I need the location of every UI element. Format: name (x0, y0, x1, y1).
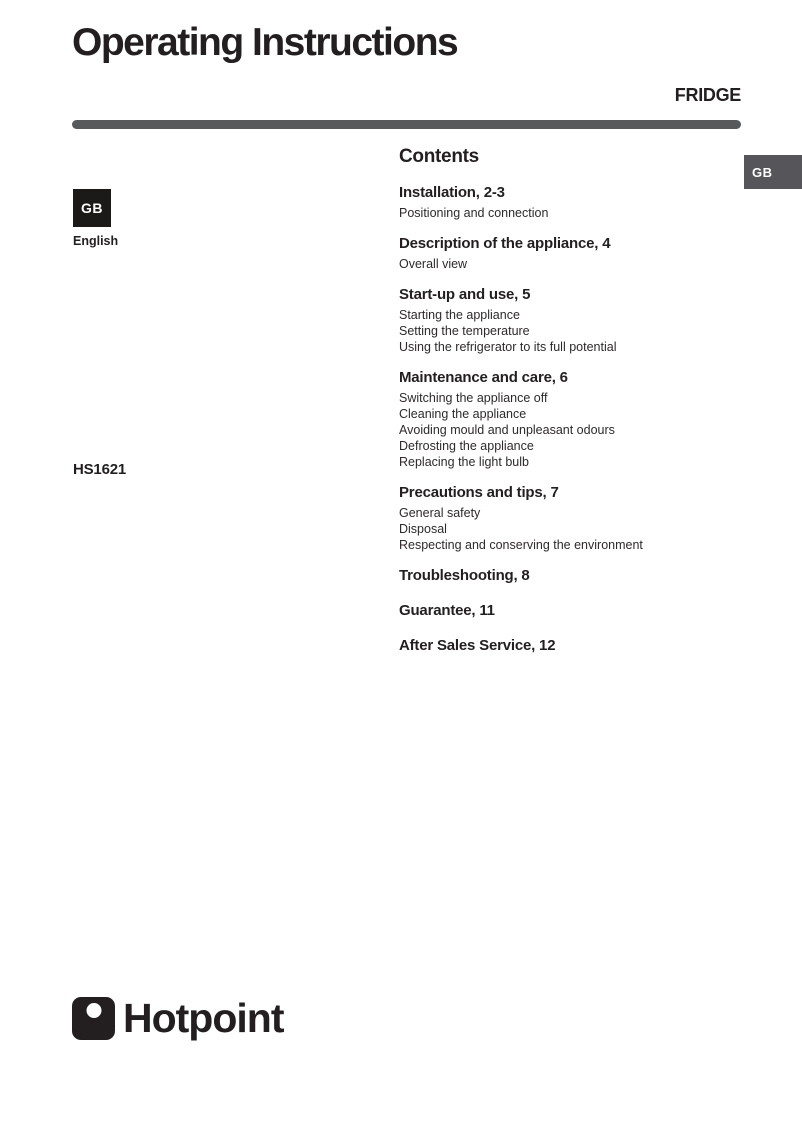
contents-column (399, 146, 709, 671)
contents-section-heading: After Sales Service, 12 (399, 637, 556, 654)
language-badge (73, 189, 111, 227)
contents-section-item: Positioning and connection (399, 206, 549, 220)
contents-section (399, 566, 709, 586)
contents-section-item: Defrosting the appliance (399, 439, 534, 453)
contents-section-item: Avoiding mould and unpleasant odours (399, 423, 615, 437)
contents-sections (399, 183, 709, 656)
contents-section (399, 636, 709, 656)
contents-section-item: Starting the appliance (399, 308, 520, 322)
contents-section-item: Overall view (399, 257, 468, 271)
contents-section-heading: Start-up and use, 5 (399, 286, 531, 303)
contents-section-item: Disposal (399, 522, 447, 536)
contents-section (399, 483, 709, 553)
divider-bar (72, 120, 741, 129)
contents-section-heading: Maintenance and care, 6 (399, 369, 568, 386)
contents-section-item: Respecting and conserving the environment (399, 538, 643, 552)
contents-title: Contents (399, 146, 479, 167)
contents-section (399, 285, 709, 355)
contents-section-item: Setting the temperature (399, 324, 530, 338)
contents-section-item: Using the refrigerator to its full potential (399, 340, 617, 354)
contents-section-item: Replacing the light bulb (399, 455, 529, 469)
hotpoint-logo-mark-icon (72, 997, 115, 1040)
contents-section (399, 368, 709, 470)
contents-section (399, 183, 709, 221)
hotpoint-logo-text: Hotpoint (123, 995, 284, 1041)
hotpoint-logo-dot (86, 1003, 101, 1018)
page-edge-language-tab (744, 155, 802, 189)
contents-section-item: Cleaning the appliance (399, 407, 527, 421)
language-badge-label: GB (81, 200, 103, 216)
product-type-label: FRIDGE (674, 85, 741, 105)
page-title: Operating Instructions (72, 21, 458, 64)
edge-tab-label: GB (752, 164, 773, 180)
contents-section (399, 234, 709, 272)
contents-section-heading: Precautions and tips, 7 (399, 484, 559, 501)
contents-section-item: Switching the appliance off (399, 391, 548, 405)
contents-section-heading: Installation, 2-3 (399, 184, 505, 201)
contents-section-heading: Guarantee, 11 (399, 602, 495, 619)
contents-section-item: General safety (399, 506, 481, 520)
hotpoint-logo (72, 997, 283, 1040)
contents-section-heading: Troubleshooting, 8 (399, 567, 530, 584)
language-name: English (73, 234, 119, 248)
contents-section (399, 601, 709, 621)
model-number: HS1621 (73, 461, 127, 478)
contents-section-heading: Description of the appliance, 4 (399, 235, 611, 252)
